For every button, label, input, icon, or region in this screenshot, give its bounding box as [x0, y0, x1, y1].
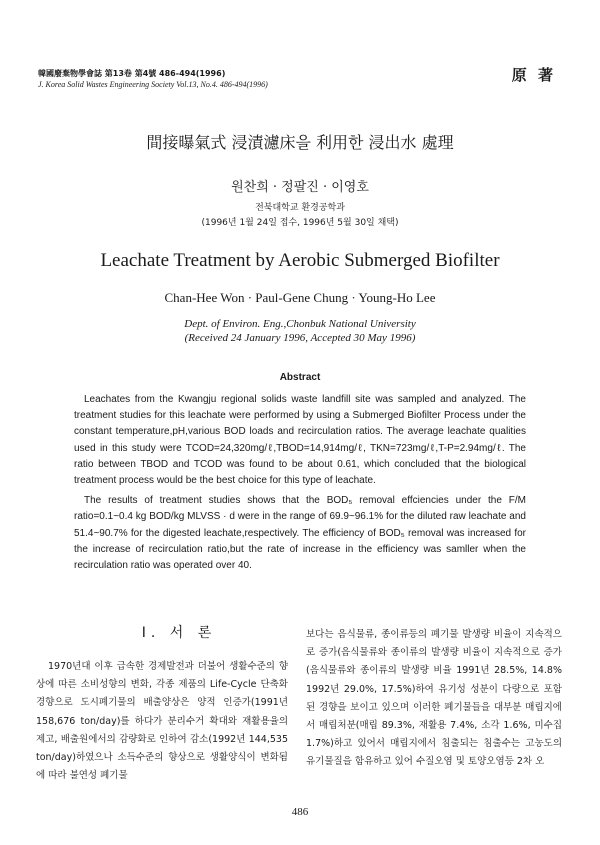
right-column [306, 626, 562, 772]
abstract-paragraph-1: Leachates from the Kwangju regional solids waste landfill site was sampled and analyzed. The treatment studies for this leachate were performed by using a Submerged Biofilter Process under the constant temperature,pH,various BOD loads and recirculation ratios. The average leachate qualities used in this study were TCOD=24,320mg/ℓ,TBOD=14,914mg/ℓ, TKN=723mg/ℓ,T-P=2.94mg/ℓ. The ratio between TBOD and TCOD was found to be about 0.61, which concluded that the biological treatment process would be the best choice for this type of leachate. [74, 394, 526, 487]
korean-title: 間接曝氣式 浸漬濾床을 利用한 浸出水 處理 [146, 133, 454, 152]
left-column-text: 1970년대 이후 급속한 경제발전과 더불어 생활수준의 향상에 따른 소비성향의 변화, 각종 제품의 Life-Cycle 단축화 경향으로 도시폐기물의 배출양상은 양적 인증가(1991년 158,676 ton/day)를 하다가 분리수거 확대와 재활용율의 제고, 배출원에서의 감량화로 인하여 감소(1992년 144,535 ton/day)하였으나 소득수준의 향상으로 생활양식이 변화됨에 따라 불연성 폐기물 [36, 661, 288, 782]
abstract-heading: Abstract [279, 372, 321, 383]
page-number: 486 [291, 806, 309, 818]
journal-korean: 韓國廢棄物學會誌 第13卷 第4號 486-494(1996) [38, 69, 226, 78]
right-column-text: 보다는 음식물류, 종이류등의 폐기물 발생량 비율이 지속적으로 증가(음식물류와 종이류의 발생량 비율이 지속적으로 증가(음식물류와 종이류의 발생량 비율 1991년 28.5%, 14.8% 1992년 29.0%, 17.5%)하여 유기성 성분이 다량으로 포함된 경향을 보이고 있으며 이러한 폐기물들을 대부분 매립지에서 매립처분(매립 89.3%, 재활용 7.4%, 소각 1.6%, 미수집 1.7%)하고 있어서 매립지에서 침출되는 침출수는 고농도의 유기물질을 함유하고 있어 수질오염 및 토양오염등 2차 오 [306, 629, 562, 768]
journal-english: J. Korea Solid Wastes Engineering Society Vol.13, No.4. 486-494(1996) [38, 80, 268, 89]
paper-type: 原 著 [511, 66, 556, 84]
abstract-paragraph-2: The results of treatment studies shows that the BOD₅ removal effciencies under the F/M ratio=0.1~0.4 kg BOD/kg MLVSS · d were in the range of 69.9~96.1% for the diluted raw leachate and 51.4~90.7% for the digested leachate,respectively. The efficiency of BOD₅ removal was increased for the increase of recirculation ratio,but the rate of increase in the efficiency was samller when the recirculation ratio was operated over 40. [74, 495, 526, 572]
english-dates: (Received 24 January 1996, Accepted 30 May 1996) [184, 332, 416, 344]
korean-dates: (1996년 1월 24일 접수, 1996년 5월 30일 채택) [201, 218, 399, 228]
section-heading: Ⅰ. 서 론 [141, 625, 217, 641]
english-title: Leachate Treatment by Aerobic Submerged Biofilter [100, 250, 500, 271]
korean-affiliation: 전북대학교 환경공학과 [255, 203, 345, 213]
english-authors: Chan-Hee Won · Paul-Gene Chung · Young-Ho Lee [164, 290, 436, 305]
journal-header [38, 68, 268, 90]
korean-authors: 원찬희 · 정팔진 · 이영호 [231, 180, 369, 195]
english-affiliation: Dept. of Environ. Eng.,Chonbuk National University [184, 318, 416, 330]
left-column [36, 658, 288, 785]
abstract-body [74, 392, 526, 578]
